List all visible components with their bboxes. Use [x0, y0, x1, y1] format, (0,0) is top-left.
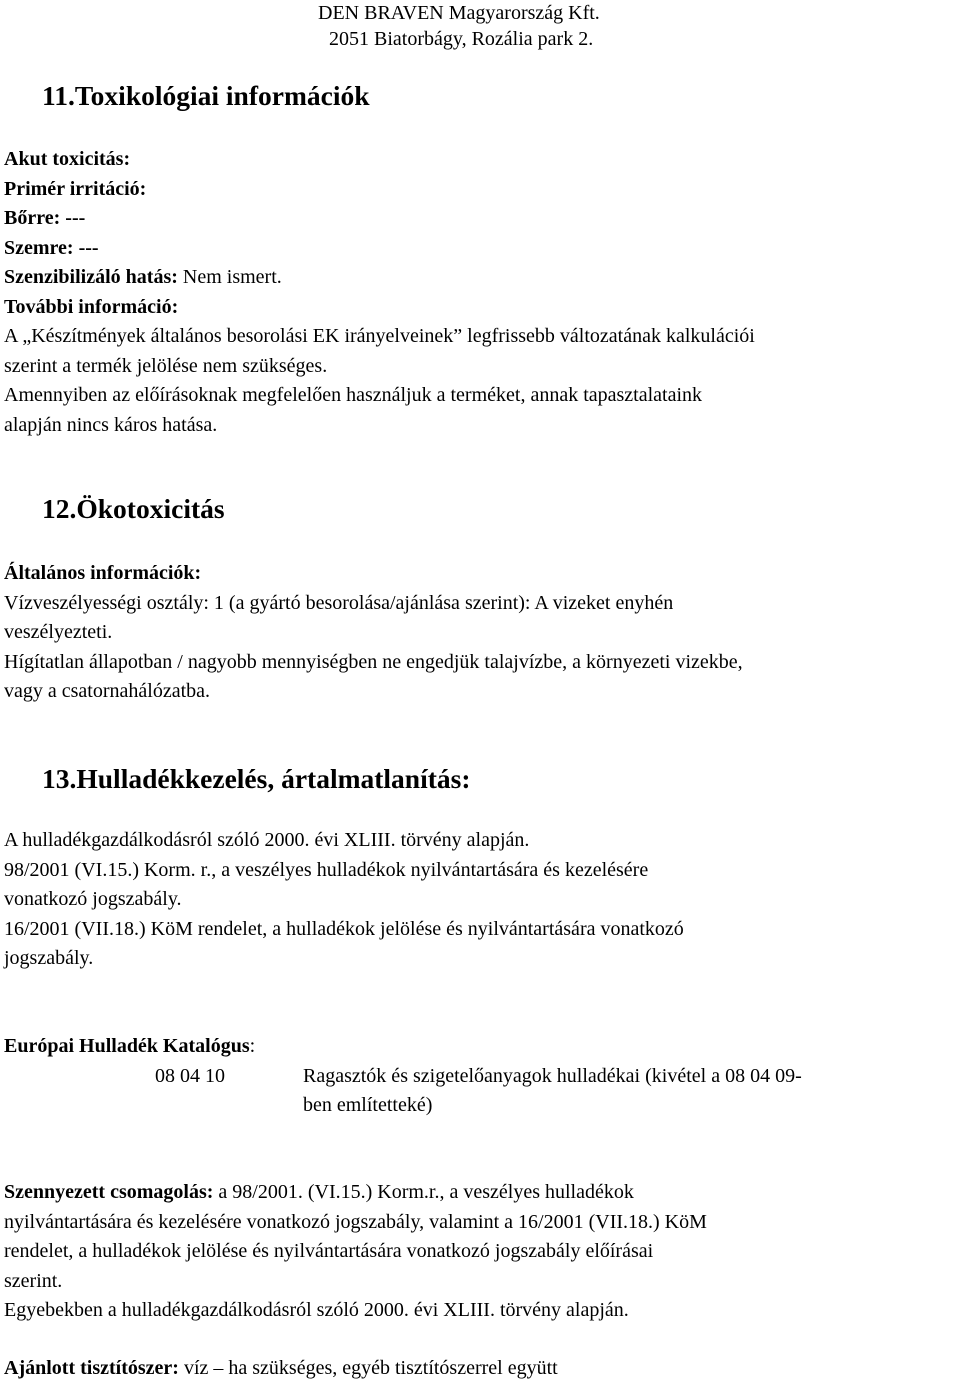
contaminated-packaging-line: a 98/2001. (VI.15.) Korm.r., a veszélyes hulladékok [218, 1181, 634, 1203]
section-13-body [4, 826, 684, 974]
section-13-heading [42, 763, 471, 795]
section-13-line: A hulladékgazdálkodásról szóló 2000. évi XLIII. törvény alapján. [4, 829, 530, 851]
contaminated-packaging-line: Egyebekben a hulladékgazdálkodásról szóló 2000. évi XLIII. törvény alapján. [4, 1299, 629, 1321]
section-13-title: Hulladékkezelés, ártalmatlanítás: [76, 763, 471, 794]
contaminated-packaging-row [4, 1178, 707, 1208]
recommended-cleaner-label: Ajánlott tisztítószer: [4, 1357, 179, 1379]
section-12-line: vagy a csatornahálózatba. [4, 680, 211, 702]
eye-row [4, 234, 755, 264]
section-11-body [4, 145, 755, 440]
sensitization-label: Szenzibilizáló hatás: [4, 266, 178, 288]
section-12-title: Ökotoxicitás [76, 493, 225, 524]
section-11-heading [42, 80, 370, 112]
further-info-label: További információ: [4, 295, 179, 318]
section-12-line: Hígítatlan állapotban / nagyobb mennyiségben ne engedjük talajvízbe, a környezeti vizekbe, [4, 650, 743, 673]
section-12-heading [42, 493, 225, 525]
section-13-line: 16/2001 (VII.18.) KöM rendelet, a hulladékok jelölése és nyilvántartására vonatkozó [4, 917, 684, 940]
waste-catalog-description-1: Ragasztók és szigetelőanyagok hulladékai (kivétel a 08 04 09- [303, 1065, 802, 1087]
recommended-cleaner-value: víz – ha szükséges, egyéb tisztítószerrel együtt [183, 1357, 558, 1379]
section-13-number: 13. [42, 763, 77, 794]
skin-row [4, 204, 755, 234]
section-11-line: szerint a termék jelölése nem szükséges. [4, 354, 328, 377]
contaminated-packaging-line: szerint. [4, 1269, 63, 1292]
waste-catalog-label: Európai Hulladék Katalógus [4, 1035, 250, 1057]
section-13-line: vonatkozó jogszabály. [4, 888, 182, 910]
section-11-line: alapján nincs káros hatása. [4, 413, 218, 436]
section-11-title: Toxikológiai információk [74, 80, 370, 111]
section-13-line: 98/2001 (VI.15.) Korm. r., a veszélyes hulladékok nyilvántartására és kezelésére [4, 858, 649, 881]
contaminated-packaging-line: nyilvántartására és kezelésére vonatkozó jogszabály, valamint a 16/2001 (VII.18.) KöM [4, 1210, 707, 1233]
section-12-number: 12. [42, 493, 77, 524]
section-12-line: Vízveszélyességi osztály: 1 (a gyártó besorolása/ajánlása szerint): A vizeket enyhén [4, 591, 674, 614]
sensitization-value: Nem ismert. [182, 266, 282, 288]
contaminated-packaging-label: Szennyezett csomagolás: [4, 1181, 214, 1203]
section-13-line: jogszabály. [4, 947, 94, 969]
waste-catalog-description-2: ben említetteké) [303, 1094, 433, 1116]
waste-catalog-code: 08 04 10 [155, 1065, 225, 1087]
primary-irritation-label: Primér irritáció: [4, 177, 147, 200]
general-info-label: Általános információk: [4, 562, 202, 584]
waste-catalog-colon: : [249, 1035, 256, 1057]
section-11-number: 11. [42, 80, 75, 111]
contaminated-packaging-block [4, 1178, 707, 1326]
eye-value: --- [78, 236, 99, 259]
acute-toxicity-label: Akut toxicitás: [4, 148, 131, 170]
section-12-line: veszélyezteti. [4, 621, 113, 643]
contaminated-packaging-line: rendelet, a hulladékok jelölése és nyilvántartására vonatkozó jogszabály előírásai [4, 1240, 654, 1262]
skin-value: --- [65, 207, 86, 229]
section-11-line: Amennyiben az előírásoknak megfelelően használjuk a terméket, annak tapasztalataink [4, 384, 703, 406]
section-12-body [4, 559, 743, 707]
waste-catalog-heading [4, 1032, 255, 1062]
skin-label: Bőrre: [4, 207, 61, 229]
eye-label: Szemre: [4, 236, 74, 259]
company-address: 2051 Biatorbágy, Rozália park 2. [329, 28, 594, 50]
company-name: DEN BRAVEN Magyarország Kft. [318, 2, 600, 24]
sensitization-row [4, 263, 755, 293]
section-11-line: A „Készítmények általános besorolási EK irányelveinek” legfrissebb változatának kalkulációi [4, 325, 755, 347]
recommended-cleaner-row [4, 1354, 558, 1384]
